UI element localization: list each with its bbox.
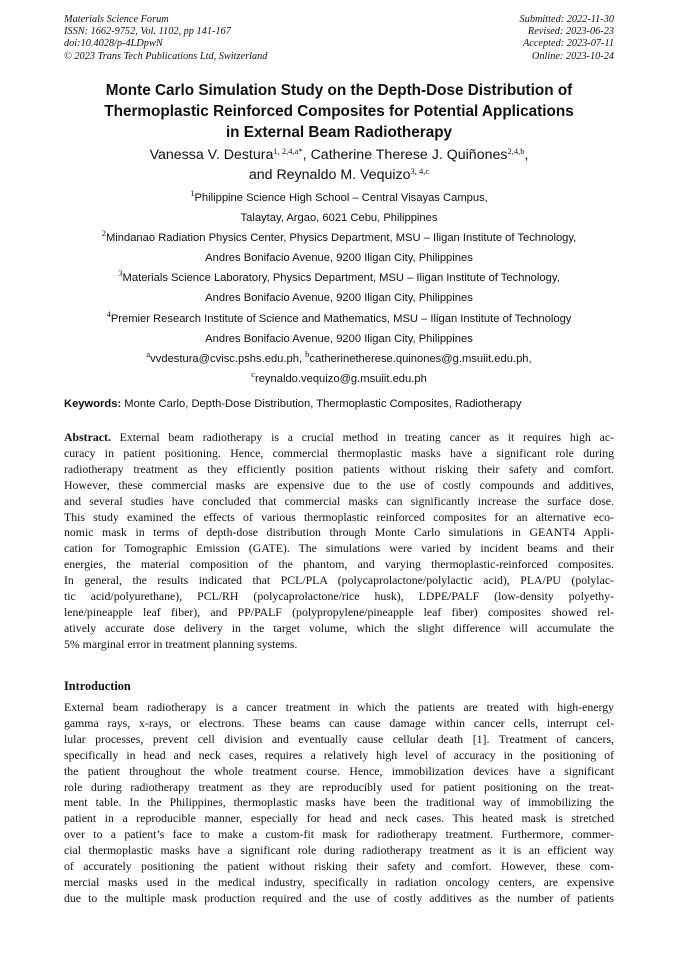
affiliation-text: Premier Research Institute of Science and Mathematics, MSU – Iligan Institute of Technology (110, 312, 572, 325)
abstract-line: lene/pineapple leaf fiber), and PP/PALF (polypropylene/pineapple leaf fiber) composites showed rel- (64, 604, 614, 619)
author-line (64, 165, 614, 185)
author-affiliation-marker: 1, 2,4,a* (273, 146, 303, 156)
affiliation-line: Andres Bonifacio Avenue, 9200 Iligan City, Philippines (205, 252, 473, 265)
abstract-line: This study examined the effects of various thermoplastic reinforced composites for an alternative eco- (64, 509, 614, 524)
abstract-line: curacy in patient positioning. Hence, commercial thermoplastic masks have a significant role during (64, 445, 614, 460)
author-line (64, 145, 614, 165)
accepted-date: Accepted: 2023-07-11 (522, 38, 614, 50)
author-name: Vanessa V. Destura (149, 147, 274, 163)
affiliation-line (64, 188, 614, 208)
author-affiliation-marker: 2,4,b (507, 146, 525, 156)
email-address: reynaldo.vequizo@g.msuiit.edu.ph (254, 372, 427, 385)
abstract-line: In general, the results indicated that PCL/PLA (polycaprolactone/polylactic acid), PLA/PU (polylac- (64, 573, 614, 588)
abstract-line: energies, the material composition of the phantom, and varying thermoplastic-reinforced composites. (64, 557, 614, 572)
body-line: specifically in head and neck cases, requires a relatively high level of accuracy in the positioning of (64, 747, 614, 762)
body-line: patient in a reproducible manner, especially for head and neck cases. This heated mask is stretched (64, 811, 614, 826)
email-line (64, 349, 614, 369)
abstract-line: 5% marginal error in treatment planning systems. (64, 636, 298, 651)
body-line: over to a patient’s face to make a custom-fit mask for radiotherapy treatment. Furthermore, commer- (64, 827, 614, 842)
author-separator: , (524, 147, 529, 163)
affiliation-line: Talaytay, Argao, 6021 Cebu, Philippines (240, 212, 438, 225)
affiliation-marker: 4 (106, 308, 111, 319)
affiliation-line (64, 228, 614, 248)
affiliation-marker: 1 (190, 188, 195, 198)
email-marker: c (251, 368, 255, 379)
body-line: the patient throughout the whole treatment course. Hence, immobilization devices have a significant (64, 763, 614, 778)
author-conjunction: and (248, 167, 277, 183)
keywords (64, 396, 614, 412)
body-line: due to the multiple mask production required and the use of costly additives as the number of patients (64, 890, 614, 905)
body-line: External beam radiotherapy is a cancer treatment in which the patients are treated with high-energy (64, 700, 614, 714)
body-line: gamma rays, x-rays, or electrons. These beams can cause damage within cancer cells, interrupt cel- (64, 715, 614, 730)
revised-date: Revised: 2023-06-23 (527, 26, 614, 38)
keywords-text: Monte Carlo, Depth-Dose Distribution, Thermoplastic Composites, Radiotherapy (121, 398, 522, 410)
abstract-line: cation for Tomographic Emission (GATE). The simulations were varied by incident beams and their (64, 541, 614, 556)
introduction-body (64, 700, 614, 907)
abstract-label: Abstract. (64, 430, 111, 444)
author-affiliation-marker: 3, 4,c (410, 166, 430, 176)
abstract-line: However, these commercial masks are expensive due to the use of costly compounds and additives, (64, 477, 614, 492)
email-address: vvdestura@cvisc.pshs.edu.ph, (150, 352, 306, 365)
email-marker: a (146, 348, 151, 359)
body-line: of accurately positioning the patient without risking their safety and comfort. However, these com- (64, 859, 614, 874)
body-line: ment table. In the Philippines, thermoplastic masks have been the traditional way of immobilizing the (64, 795, 614, 810)
body-line: cial thermoplastic masks have a significant role during radiotherapy treatment as it is an efficient way (64, 843, 614, 858)
author-name: Reynaldo M. Vequizo (276, 167, 411, 183)
author-separator: , (302, 147, 311, 163)
keywords-label: Keywords: (64, 398, 122, 410)
publication-dates (520, 14, 614, 63)
doi: doi:10.4028/p-4LDpwN (64, 38, 163, 50)
abstract-line: radiotherapy treatment as they efficiently position patients without risking their safety and comfort. (64, 461, 614, 476)
abstract-line: and several studies have concluded that commercial masks can significantly increase the surface dose. (64, 493, 614, 508)
abstract (64, 430, 614, 653)
abstract-line: tic acid/polyurethane), PCL/RH (polycaprolactone/rice husk), LDPE/PALF (low-density polyethy- (64, 589, 614, 604)
abstract-line: atively accurate dose delivery in the target volume, which the slight difference will accumulate the (64, 620, 614, 635)
affiliation-text: Philippine Science High School – Central Visayas Campus, (194, 192, 488, 204)
title-line: in External Beam Radiotherapy (225, 124, 453, 141)
paper-title (64, 80, 614, 143)
title-line: Thermoplastic Reinforced Composites for Potential Applications (104, 103, 574, 120)
journal-info (64, 14, 267, 63)
affiliation-text: Materials Science Laboratory, Physics Department, MSU – Iligan Institute of Technology, (122, 272, 560, 285)
affiliation-line (64, 309, 614, 329)
body-line: role during radiotherapy treatment as they are reproducibly used for patient positioning on the treat- (64, 779, 614, 794)
email-marker: b (305, 348, 310, 359)
copyright: © 2023 Trans Tech Publications Ltd, Switzerland (64, 50, 268, 62)
affiliation-line: Andres Bonifacio Avenue, 9200 Iligan City, Philippines (205, 332, 473, 345)
author-name: Catherine Therese J. Quiñones (310, 147, 508, 163)
section-heading-introduction: Introduction (64, 679, 131, 693)
issn-volume: ISSN: 1662-9752, Vol. 1102, pp 141-167 (64, 26, 231, 38)
affiliation-text: Mindanao Radiation Physics Center, Physics Department, MSU – Iligan Institute of Technology, (105, 232, 577, 245)
abstract-line (64, 430, 614, 446)
affiliation-marker: 3 (118, 268, 123, 279)
title-line: Monte Carlo Simulation Study on the Depth-Dose Distribution of (105, 82, 573, 99)
online-date: Online: 2023-10-24 (531, 50, 614, 62)
abstract-line: nomic mask in terms of depth-dose distribution through Monte Carlo simulations in GEANT4 Appli- (64, 525, 614, 540)
email-address: catherinetherese.quinones@g.msuiit.edu.ph, (309, 352, 532, 365)
body-line: lular processes, prevent cell division and eventually cause cellular death [1]. Treatment of cancers, (64, 731, 614, 746)
email-line (64, 369, 614, 389)
author-list (64, 145, 614, 185)
affiliation-line: Andres Bonifacio Avenue, 9200 Iligan City, Philippines (205, 292, 473, 305)
affiliation-marker: 2 (101, 228, 106, 239)
affiliations (64, 188, 614, 389)
body-line: mercial masks used in the medical industry, specifically in radiation oncology centers, are expensive (64, 874, 614, 889)
journal-name: Materials Science Forum (64, 14, 169, 25)
abstract-text: External beam radiotherapy is a crucial method in treating cancer as it requires high ac- (110, 430, 614, 444)
submitted-date: Submitted: 2022-11-30 (519, 14, 614, 25)
journal-header (64, 14, 614, 63)
affiliation-line (64, 268, 614, 288)
